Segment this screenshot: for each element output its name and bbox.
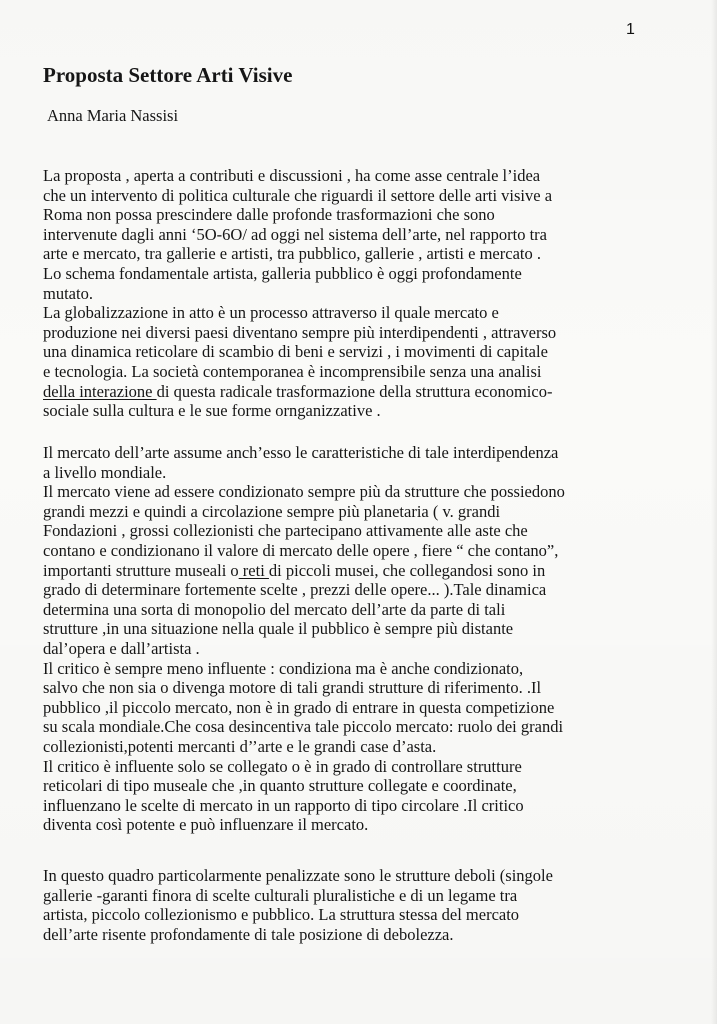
paragraph-3: [43, 866, 683, 944]
text-line: Il critico è sempre meno influente : condiziona ma è anche condizionato,: [43, 658, 524, 678]
text-segment: di questa radicale trasformazione della struttura economico-: [156, 381, 553, 401]
text-line: contano e condizionano il valore di mercato delle opere , fiere “ che contano”,: [43, 540, 559, 560]
text-line: grandi mezzi e quindi a circolazione sempre più planetaria ( v. grandi: [43, 501, 501, 521]
text-line: Il mercato viene ad essere condizionato sempre più da strutture che possiedono: [43, 482, 565, 502]
text-line: influenzano le scelte di mercato in un rapporto di tipo circolare .Il critico: [43, 795, 524, 815]
text-line: arte e mercato, tra gallerie e artisti, tra pubblico, gallerie , artisti e mercato .: [43, 244, 541, 264]
page-edge-shadow: [711, 0, 717, 1024]
text-line: Il critico è influente solo se collegato o è in grado di controllare strutture: [43, 756, 522, 776]
text-line: dal’opera e dall’artista .: [43, 638, 200, 658]
text-line: gallerie -garanti finora di scelte culturali pluralistiche e di un legame tra: [43, 885, 518, 905]
text-line: artista, piccolo collezionismo e pubblico. La struttura stessa del mercato: [43, 905, 520, 925]
text-line: diventa così potente e può influenzare il mercato.: [43, 815, 369, 835]
text-line: pubblico ,il piccolo mercato, non è in grado di entrare in questa competizione: [43, 697, 555, 717]
text-line: che un intervento di politica culturale che riguardi il settore delle arti visive a: [43, 185, 553, 205]
text-line: reticolari di tipo museale che ,in quanto strutture collegate e coordinate,: [43, 776, 517, 796]
text-line: e tecnologia. La società contemporanea è incomprensibile senza una analisi: [43, 361, 542, 381]
text-line: una dinamica reticolare di scambio di beni e servizi , i movimenti di capitale: [43, 342, 548, 362]
text-line: grado di determinare fortemente scelte , prezzi delle opere... ).Tale dinamica: [43, 580, 547, 600]
text-line: dell’arte risente profondamente di tale posizione di debolezza.: [43, 924, 454, 944]
text-line: La globalizzazione in atto è un processo attraverso il quale mercato e: [43, 303, 499, 323]
text-line: strutture ,in una situazione nella quale il pubblico è sempre più distante: [43, 619, 514, 639]
text-line: Fondazioni , grossi collezionisti che partecipano attivamente alle aste che: [43, 521, 528, 541]
underlined-text: reti: [238, 560, 269, 580]
text-segment: di piccoli musei, che collegandosi sono in: [268, 560, 546, 580]
text-line: In questo quadro particolarmente penalizzate sono le strutture deboli (singole: [43, 866, 553, 885]
text-line: Roma non possa prescindere dalle profonde trasformazioni che sono: [43, 205, 495, 225]
paragraph-1: [43, 166, 683, 421]
text-line: salvo che non sia o divenga motore di tali grandi strutture di riferimento. .Il: [43, 678, 542, 698]
text-line: mutato.: [43, 283, 93, 303]
text-line: Lo schema fondamentale artista, galleria pubblico è oggi profondamente: [43, 263, 522, 283]
document-title: Proposta Settore Arti Visive: [43, 63, 293, 87]
author-name: Anna Maria Nassisi: [47, 106, 179, 125]
text-line: [43, 382, 683, 402]
text-line: sociale sulla cultura e le sue forme ornganizzative .: [43, 401, 381, 421]
text-line: collezionisti,potenti mercanti d’’arte e le grandi case d’asta.: [43, 736, 437, 756]
text-line: [43, 561, 683, 581]
paragraph-2: [43, 443, 683, 835]
underlined-text: della interazione: [43, 381, 157, 401]
text-line: La proposta , aperta a contributi e discussioni , ha come asse centrale l’idea: [43, 166, 541, 185]
text-line: Il mercato dell’arte assume anch’esso le caratteristiche di tale interdipendenza: [43, 443, 559, 462]
text-segment: importanti strutture museali o: [43, 560, 239, 580]
text-line: determina una sorta di monopolio del mercato dell’arte da parte di tali: [43, 599, 506, 619]
text-line: intervenute dagli anni ‘5O-6O/ ad oggi nel sistema dell’arte, nel rapporto tra: [43, 224, 547, 244]
page-number: 1: [626, 21, 635, 38]
text-line: a livello mondiale.: [43, 462, 167, 482]
text-line: su scala mondiale.Che cosa desincentiva tale piccolo mercato: ruolo dei grandi: [43, 717, 564, 737]
text-line: produzione nei diversi paesi diventano sempre più interdipendenti , attraverso: [43, 322, 557, 342]
